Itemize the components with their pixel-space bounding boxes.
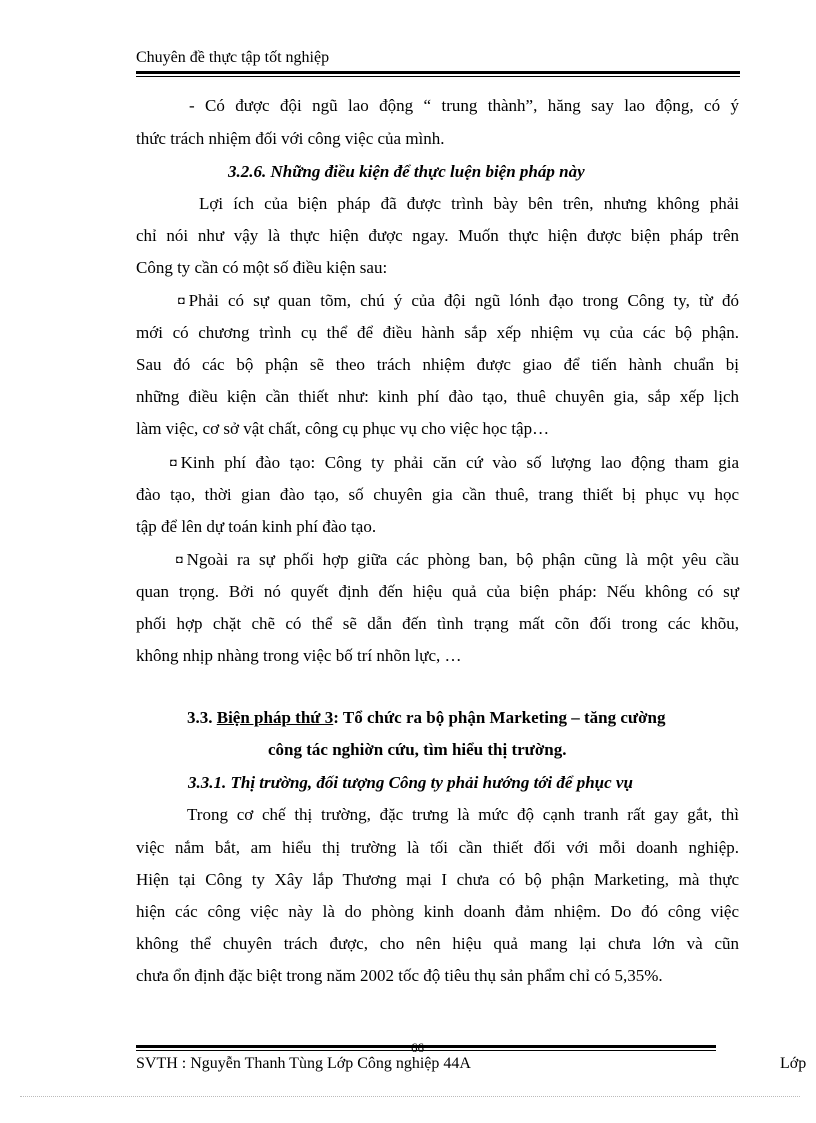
paragraph-line: Công ty cần có một số điều kiện sau: — [136, 258, 388, 277]
footer-rule-thick — [136, 1045, 716, 1048]
paragraph-line: Lợi ích của biện pháp đã được trình bày bên trên, nhưng không phải — [199, 194, 739, 213]
paragraph-line: đào tạo, thời gian đào tạo, số chuyên gia cần thuê, trang thiết bị phục vụ học — [136, 485, 739, 504]
page-bottom-divider — [20, 1096, 800, 1097]
bullet-icon: ◘ — [176, 554, 183, 566]
header-rule-thick — [136, 71, 740, 74]
paragraph-line: chỉ nói như vậy là thực hiện được ngay. Muốn thực hiện được biện pháp trên — [136, 226, 739, 245]
paragraph-line: mới có chương trình cụ thể để điều hành sắp xếp nhiệm vụ của các bộ phận. — [136, 323, 739, 342]
footer-student-info: SVTH : Nguyễn Thanh Tùng Lớp Công nghiệp 44A — [136, 1055, 471, 1072]
section-heading-3-3-line2: công tác nghiờn cứu, tìm hiểu thị trường. — [268, 740, 567, 759]
paragraph-line: tập để lên dự toán kinh phí đào tạo. — [136, 517, 377, 536]
paragraph-line: phối hợp chặt chẽ có thể sẽ dẫn đến tình trạng mất cõn đối trong các khõu, — [136, 614, 739, 633]
bullet-icon: ◘ — [178, 295, 185, 307]
paragraph-line: không thể chuyên trách được, cho nên hiệu quả mang lại chưa lớn và cũn — [136, 934, 739, 953]
page-number: 66 — [411, 1040, 424, 1055]
bullet-line: ◘ Phải có sự quan tõm, chú ý của đội ngũ lónh đạo trong Công ty, từ đó — [178, 291, 739, 310]
paragraph-line: hiện các công việc này là do phòng kinh doanh đảm nhiệm. Do đó công việc — [136, 902, 739, 921]
bullet-line: ◘ Ngoài ra sự phối hợp giữa các phòng ban, bộ phận cũng là một yêu cầu — [176, 550, 739, 569]
bullet-line: ◘ Kinh phí đào tạo: Công ty phải căn cứ vào số lượng lao động tham gia — [170, 453, 739, 472]
paragraph-line: quan trọng. Bởi nó quyết định đến hiệu quả của biện pháp: Nếu không có sự — [136, 582, 739, 601]
paragraph-line: chưa ổn định đặc biệt trong năm 2002 tốc độ tiêu thụ sản phẩm chỉ có 5,35%. — [136, 966, 663, 985]
paragraph-line: làm việc, cơ sở vật chất, công cụ phục vụ cho việc học tập… — [136, 419, 550, 438]
page-header-title: Chuyên đề thực tập tốt nghiệp — [136, 49, 330, 66]
paragraph-line: Hiện tại Công ty Xây lắp Thương mại I chưa có bộ phận Marketing, mà thực — [136, 870, 739, 889]
paragraph-line: thức trách nhiệm đối với công việc của mình. — [136, 129, 445, 148]
header-rule-thin — [136, 76, 740, 77]
paragraph-line: không nhịp nhàng trong việc bố trí nhõn lực, … — [136, 646, 462, 665]
paragraph-line: Trong cơ chế thị trường, đặc trưng là mức độ cạnh tranh rất gay gắt, thì — [187, 805, 739, 824]
paragraph-line: việc nắm bắt, am hiểu thị trường là tối cần thiết đối với mỗi doanh nghiệp. — [136, 838, 739, 857]
footer-class-label: Lớp — [780, 1055, 807, 1072]
paragraph-line: những điều kiện cần thiết như: kinh phí đào tạo, thuê chuyên gia, sắp xếp lịch — [136, 387, 739, 406]
section-heading-3-3-1: 3.3.1. Thị trường, đối tượng Công ty phải hướng tới để phục vụ — [188, 773, 633, 792]
section-heading-3-3: 3.3. Biện pháp thứ 3: Tổ chức ra bộ phận Marketing – tăng cường — [187, 708, 666, 727]
section-heading-3-2-6: 3.2.6. Những điều kiện để thực luện biện pháp này — [228, 162, 585, 181]
footer-rule-thin — [136, 1050, 716, 1051]
bullet-icon: ◘ — [170, 457, 177, 469]
paragraph-line: Sau đó các bộ phận sẽ theo trách nhiệm được giao để tiến hành chuẩn bị — [136, 355, 739, 374]
paragraph-line: - Có được đội ngũ lao động “ trung thành”, hăng say lao động, có ý — [189, 96, 739, 115]
